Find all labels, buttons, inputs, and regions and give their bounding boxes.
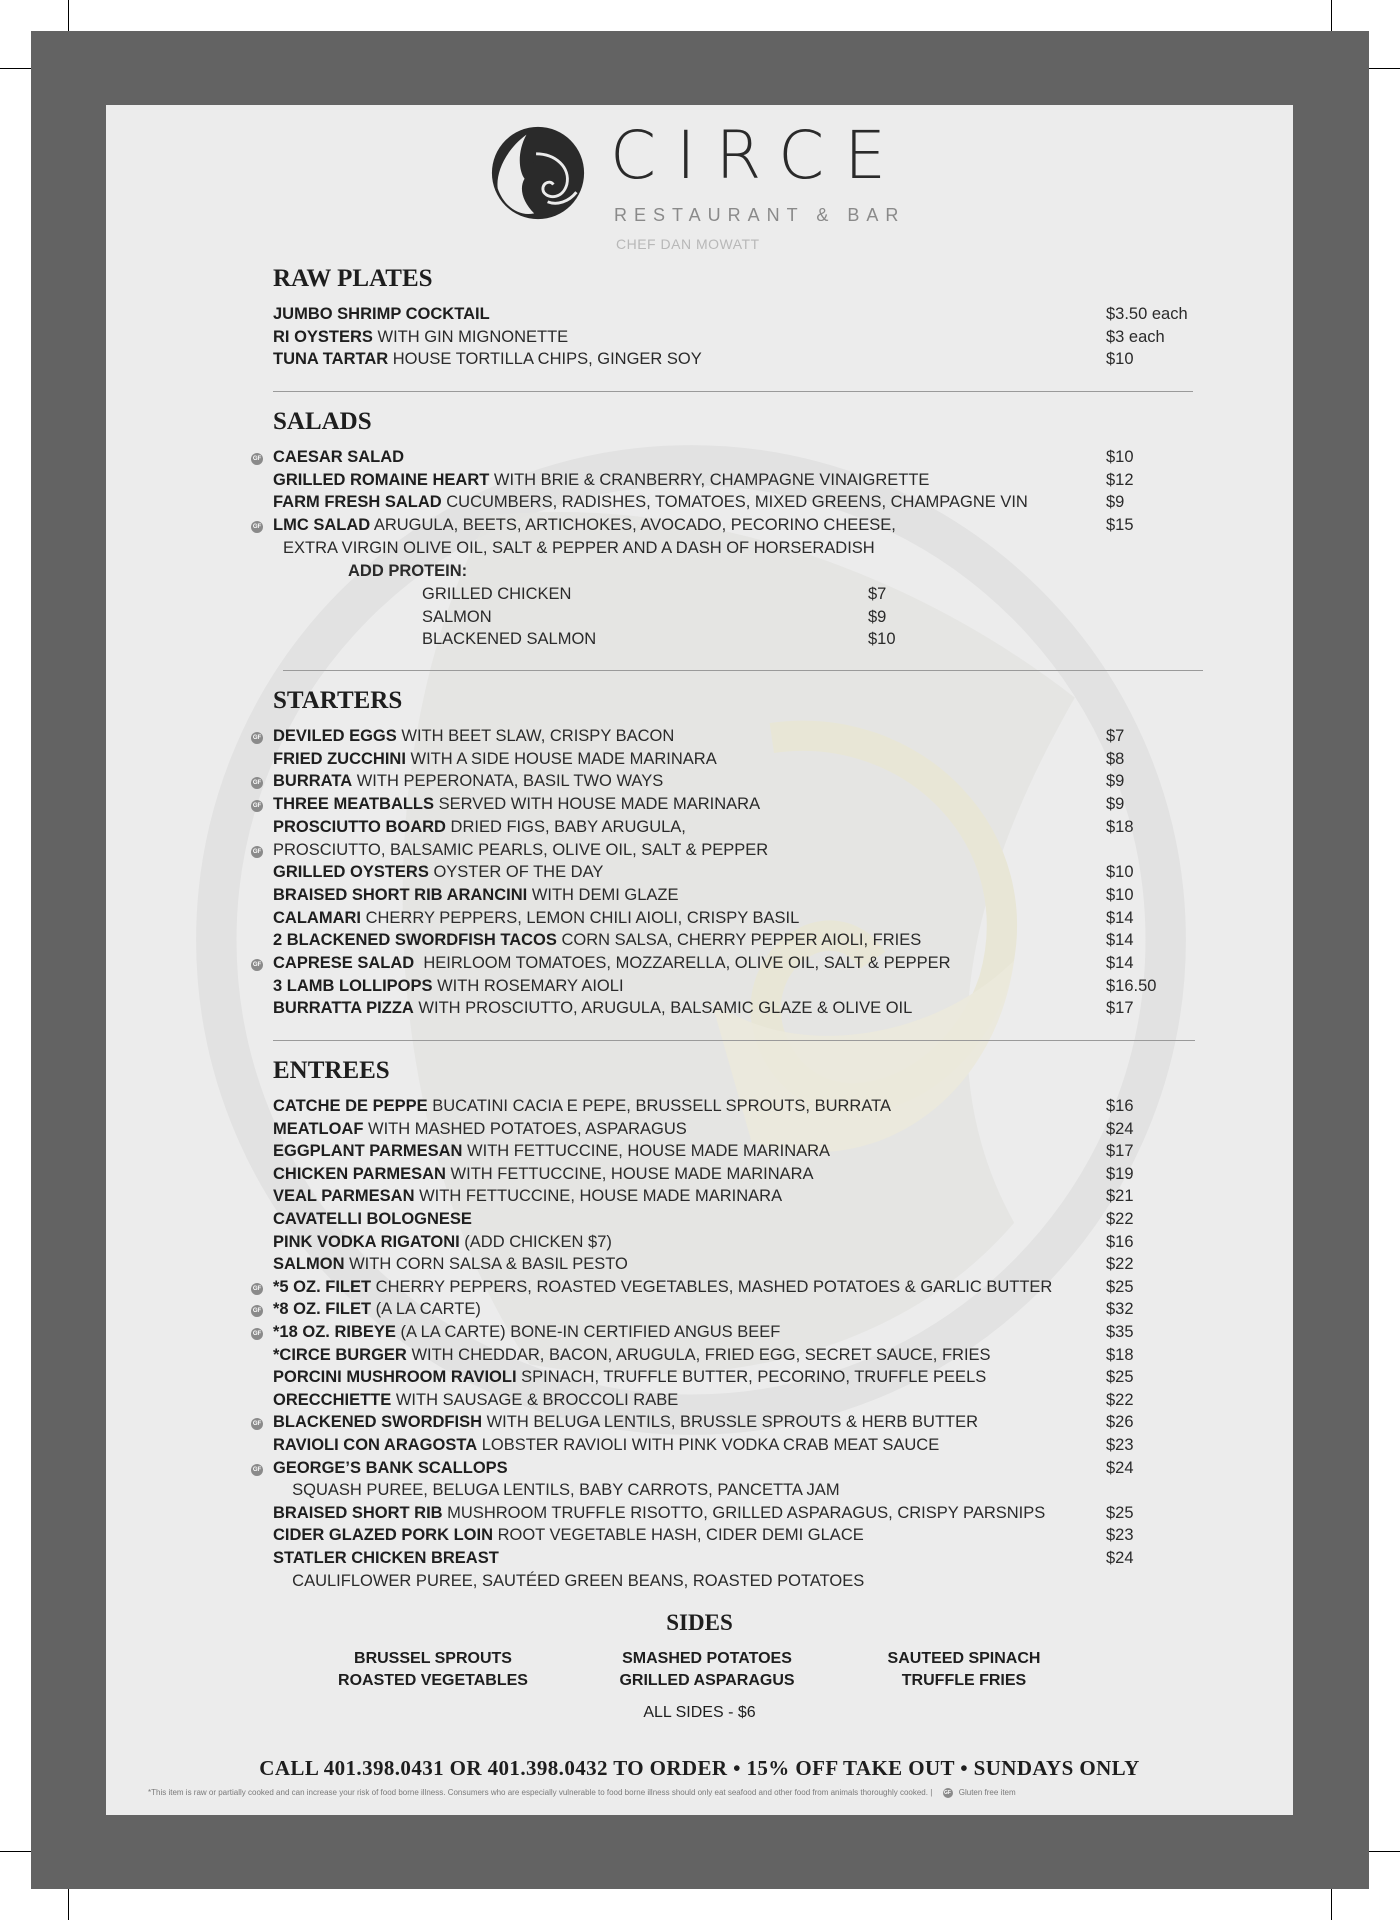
- menu-item-price: $23: [1106, 1436, 1134, 1454]
- menu-item-price: $10: [1106, 863, 1134, 882]
- menu-item-description: MUSHROOM TRUFFLE RISOTTO, GRILLED ASPARAGUS, CRISPY PARSNIPS: [442, 1503, 1046, 1522]
- menu-item-description: HOUSE TORTILLA CHIPS, GINGER SOY: [388, 350, 702, 369]
- menu-item-name: RI OYSTERS: [273, 327, 373, 346]
- menu-item: [273, 1255, 628, 1274]
- menu-item-name: PINK VODKA RIGATONI: [273, 1232, 460, 1251]
- menu-item-description: WITH BELUGA LENTILS, BRUSSLE SPROUTS & HERB BUTTER: [482, 1413, 979, 1432]
- menu-item-name: LMC SALAD: [273, 516, 371, 535]
- menu-item: [273, 1097, 891, 1116]
- menu-item-description: CHERRY PEPPERS, ROASTED VEGETABLES, MASHED POTATOES & GARLIC BUTTER: [371, 1277, 1053, 1296]
- menu-item-price: $10: [1106, 350, 1134, 369]
- menu-item-price: $9: [1106, 493, 1125, 512]
- menu-item-name: BRAISED SHORT RIB ARANCINI: [273, 885, 528, 904]
- menu-item: [273, 772, 663, 791]
- menu-item-name: GRILLED OYSTERS: [273, 863, 429, 882]
- side-item: BRUSSEL SPROUTS: [354, 1650, 512, 1667]
- menu-item-price: $25: [1106, 1503, 1134, 1522]
- gluten-free-icon: GF: [251, 1418, 263, 1430]
- menu-item-price: $3 each: [1106, 327, 1165, 346]
- menu-item-price: $16.50: [1106, 976, 1157, 995]
- menu-item: [273, 1391, 678, 1410]
- protein-price: $7: [868, 585, 887, 603]
- menu-item-description: WITH CORN SALSA & BASIL PESTO: [344, 1255, 628, 1274]
- disclaimer-line: [148, 1788, 1016, 1798]
- gluten-free-icon: GF: [251, 453, 263, 465]
- menu-item-description: WITH PEPERONATA, BASIL TWO WAYS: [352, 772, 664, 791]
- menu-item-description: WITH CHEDDAR, BACON, ARUGULA, FRIED EGG, SECRET SAUCE, FRIES: [406, 1345, 991, 1364]
- lmc-salad-continued: EXTRA VIRGIN OLIVE OIL, SALT & PEPPER AND A DASH OF HORSERADISH: [283, 539, 875, 557]
- menu-item: [273, 305, 490, 324]
- menu-item-price: $9: [1106, 795, 1125, 814]
- brand-subtitle: RESTAURANT & BAR: [614, 205, 906, 225]
- menu-item-price: $19: [1106, 1164, 1134, 1183]
- menu-item: [273, 795, 760, 814]
- menu-item-price: $17: [1106, 999, 1134, 1018]
- side-item: SMASHED POTATOES: [622, 1650, 792, 1667]
- menu-item-name: ORECCHIETTE: [273, 1390, 392, 1409]
- menu-item: [273, 750, 717, 769]
- menu-item-description: WITH A SIDE HOUSE MADE MARINARA: [405, 749, 717, 768]
- menu-item-price: $16: [1106, 1097, 1134, 1115]
- menu-item: [273, 1504, 1045, 1523]
- side-item: ROASTED VEGETABLES: [338, 1672, 528, 1689]
- raw-food-disclaimer: *This item is raw or partially cooked and can increase your risk of food borne illness. Consumers who are especially vulnerable to food borne illness should only eat seafood and other food from animals thoroughly cooked. |: [148, 1788, 933, 1798]
- menu-item-price: $9: [1106, 772, 1125, 791]
- gluten-free-legend: Gluten free item: [958, 1788, 1016, 1798]
- menu-item-name: CAVATELLI BOLOGNESE: [273, 1210, 472, 1228]
- menu-item-description: CUCUMBERS, RADISHES, TOMATOES, MIXED GREENS, CHAMPAGNE VIN: [441, 493, 1028, 512]
- section-divider: [283, 670, 1203, 671]
- menu-item: [273, 931, 921, 950]
- menu-item: [273, 841, 768, 860]
- protein-option: SALMON: [422, 607, 492, 626]
- add-protein-label: ADD PROTEIN:: [348, 562, 468, 580]
- menu-item: [273, 1142, 830, 1161]
- menu-item-name: GRILLED ROMAINE HEART: [273, 470, 490, 489]
- menu-item-description: WITH FETTUCCINE, HOUSE MADE MARINARA: [445, 1164, 814, 1183]
- protein-price: $9: [868, 607, 887, 626]
- menu-item: [283, 1481, 840, 1500]
- menu-item: [273, 1413, 978, 1432]
- menu-item-name: *5 OZ. FILET: [273, 1277, 372, 1296]
- menu-item-name: *CIRCE BURGER: [273, 1345, 407, 1364]
- menu-item-price: $32: [1106, 1300, 1134, 1319]
- all-sides-price: ALL SIDES - $6: [643, 1704, 756, 1721]
- section-title-salads: SALADS: [273, 408, 372, 435]
- menu-item-description: ROOT VEGETABLE HASH, CIDER DEMI GLACE: [493, 1526, 864, 1545]
- menu-item: [273, 1300, 481, 1319]
- menu-item: [273, 1210, 472, 1229]
- menu-item-name: RAVIOLI CON ARAGOSTA: [273, 1436, 478, 1454]
- menu-item-description: WITH GIN MIGNONETTE: [372, 327, 569, 346]
- menu-item-description: OYSTER OF THE DAY: [428, 863, 604, 882]
- menu-item-price: $22: [1106, 1255, 1134, 1274]
- menu-item-name: SALMON: [273, 1255, 345, 1274]
- menu-item: [273, 350, 702, 369]
- gluten-free-icon: GF: [251, 846, 263, 858]
- menu-item-description: HEIRLOOM TOMATOES, MOZZARELLA, OLIVE OIL, SALT & PEPPER: [414, 954, 951, 972]
- menu-item-name: CHICKEN PARMESAN: [273, 1164, 446, 1183]
- menu-item-description: CHERRY PEPPERS, LEMON CHILI AIOLI, CRISPY BASIL: [361, 908, 800, 927]
- menu-item-price: $23: [1106, 1526, 1134, 1545]
- menu-item-name: BURRATTA PIZZA: [273, 999, 414, 1018]
- menu-item-name: *18 OZ. RIBEYE: [273, 1323, 396, 1341]
- brand-logo: [490, 117, 940, 275]
- menu-item: [273, 954, 951, 973]
- menu-item-price: $10: [1106, 885, 1134, 904]
- gluten-free-icon: GF: [944, 1790, 951, 1796]
- menu-item-price: $10: [1106, 448, 1134, 466]
- menu-item-price: $25: [1106, 1277, 1134, 1296]
- menu-item-price: $22: [1106, 1390, 1134, 1409]
- menu-item: [273, 886, 679, 905]
- menu-item-description: CORN SALSA, CHERRY PEPPER AIOLI, FRIES: [556, 931, 922, 950]
- section-divider: [273, 1040, 1195, 1041]
- menu-item-price: $7: [1106, 727, 1125, 745]
- menu-item-description: WITH PROSCIUTTO, ARUGULA, BALSAMIC GLAZE & OLIVE OIL: [413, 999, 913, 1018]
- menu-item: [273, 448, 404, 467]
- menu-item: [283, 1572, 864, 1591]
- menu-item-name: CAESAR SALAD: [273, 448, 405, 466]
- menu-item-description: BUCATINI CACIA E PEPE, BRUSSELL SPROUTS, BURRATA: [427, 1097, 891, 1115]
- menu-item-name: BRAISED SHORT RIB: [273, 1503, 443, 1522]
- menu-item-description: SQUASH PUREE, BELUGA LENTILS, BABY CARROTS, PANCETTA JAM: [283, 1481, 840, 1500]
- menu-item-name: PORCINI MUSHROOM RAVIOLI: [273, 1368, 517, 1387]
- menu-item-price: $17: [1106, 1142, 1134, 1161]
- gluten-free-icon: GF: [251, 1328, 263, 1340]
- menu-item-name: VEAL PARMESAN: [273, 1187, 415, 1206]
- side-item: SAUTEED SPINACH: [887, 1650, 1041, 1667]
- menu-item-name: TUNA TARTAR: [273, 350, 389, 369]
- menu-item: [273, 1368, 986, 1387]
- menu-item-price: $24: [1106, 1458, 1134, 1477]
- menu-item-description: CAULIFLOWER PUREE, SAUTÉED GREEN BEANS, ROASTED POTATOES: [283, 1571, 865, 1590]
- menu-item-name: GEORGE’S BANK SCALLOPS: [273, 1458, 508, 1477]
- menu-item-name: MEATLOAF: [273, 1119, 364, 1138]
- menu-item: [273, 471, 929, 490]
- section-title-starters: STARTERS: [273, 687, 403, 714]
- menu-item: [273, 977, 624, 996]
- section-title-entrees: ENTREES: [273, 1057, 390, 1084]
- side-item: TRUFFLE FRIES: [901, 1672, 1027, 1689]
- menu-item: [273, 1459, 508, 1478]
- menu-item-name: JUMBO SHRIMP COCKTAIL: [273, 305, 490, 323]
- menu-item: [273, 1120, 687, 1139]
- gluten-free-icon: GF: [251, 521, 263, 533]
- menu-item-price: $15: [1106, 516, 1134, 535]
- menu-item-price: $24: [1106, 1549, 1134, 1567]
- menu-item-price: $16: [1106, 1232, 1134, 1251]
- menu-item-name: 3 LAMB LOLLIPOPS: [273, 976, 433, 995]
- side-item: GRILLED ASPARAGUS: [619, 1672, 795, 1689]
- menu-item-name: EGGPLANT PARMESAN: [273, 1142, 463, 1161]
- menu-item-description: (ADD CHICKEN $7): [459, 1232, 612, 1251]
- menu-item-price: $14: [1106, 954, 1134, 972]
- menu-item: [273, 909, 799, 928]
- menu-item-price: $24: [1106, 1119, 1134, 1138]
- menu-item-description: WITH BEET SLAW, CRISPY BACON: [396, 727, 675, 745]
- chef-name: CHEF DAN MOWATT: [616, 236, 760, 252]
- protein-option: BLACKENED SALMON: [422, 630, 597, 649]
- section-title-sides: SIDES: [666, 1610, 733, 1635]
- menu-item: [273, 1278, 1052, 1297]
- protein-option: GRILLED CHICKEN: [422, 585, 572, 603]
- gluten-free-icon: GF: [251, 959, 263, 971]
- menu-item-description: SPINACH, TRUFFLE BUTTER, PECORINO, TRUFFLE PEELS: [516, 1368, 987, 1387]
- menu-item-name: CALAMARI: [273, 908, 361, 927]
- menu-item: [273, 1187, 782, 1206]
- menu-item: [273, 1233, 612, 1252]
- menu-item-name: STATLER CHICKEN BREAST: [273, 1549, 499, 1567]
- menu-item-price: $8: [1106, 749, 1125, 768]
- menu-item-description: WITH DEMI GLAZE: [527, 885, 679, 904]
- menu-item-name: 2 BLACKENED SWORDFISH TACOS: [273, 931, 557, 950]
- menu-item-name: CAPRESE SALAD: [273, 954, 415, 972]
- menu-item: [273, 999, 912, 1018]
- menu-item-description: PROSCIUTTO, BALSAMIC PEARLS, OLIVE OIL, SALT & PEPPER: [273, 840, 769, 859]
- gluten-free-icon: GF: [251, 732, 263, 744]
- protein-price: $10: [868, 630, 896, 649]
- menu-item-description: WITH MASHED POTATOES, ASPARAGUS: [363, 1119, 687, 1138]
- menu-item-description: WITH FETTUCCINE, HOUSE MADE MARINARA: [462, 1142, 831, 1161]
- menu-item-description: WITH ROSEMARY AIOLI: [432, 976, 624, 995]
- menu-item: [273, 863, 603, 882]
- menu-item-description: WITH FETTUCCINE, HOUSE MADE MARINARA: [414, 1187, 783, 1206]
- menu-item-name: DEVILED EGGS: [273, 727, 397, 745]
- menu-item-price: $12: [1106, 470, 1134, 489]
- menu-item-price: $25: [1106, 1368, 1134, 1387]
- menu-item-name: THREE MEATBALLS: [273, 795, 435, 814]
- gluten-free-icon: GF: [251, 1305, 263, 1317]
- menu-item-price: $14: [1106, 908, 1134, 927]
- menu-item: [273, 516, 896, 535]
- menu-item: [273, 1165, 814, 1184]
- gluten-free-icon: GF: [251, 1464, 263, 1476]
- menu-item-name: BURRATA: [273, 772, 353, 791]
- gluten-free-icon: GF: [251, 1283, 263, 1295]
- menu-item-price: $22: [1106, 1210, 1134, 1228]
- menu-item-price: $3.50 each: [1106, 305, 1188, 323]
- menu-item-price: $18: [1106, 1345, 1134, 1364]
- menu-item-name: CIDER GLAZED PORK LOIN: [273, 1526, 494, 1545]
- menu-item-name: BLACKENED SWORDFISH: [273, 1413, 482, 1432]
- menu-item: [273, 328, 568, 347]
- menu-item: [273, 818, 686, 837]
- menu-item: [273, 1549, 499, 1568]
- menu-item-description: (A LA CARTE): [371, 1300, 481, 1319]
- brand-name: CIRCE: [610, 117, 906, 194]
- menu-item-price: $21: [1106, 1187, 1134, 1206]
- menu-item: [273, 1526, 864, 1545]
- menu-item-description: WITH BRIE & CRANBERRY, CHAMPAGNE VINAIGRETTE: [489, 470, 930, 489]
- menu-item: [273, 1323, 780, 1342]
- section-title-raw-plates: RAW PLATES: [273, 265, 433, 292]
- menu-item-name: PROSCIUTTO BOARD: [273, 817, 446, 836]
- gluten-free-icon: GF: [251, 777, 263, 789]
- menu-item: [273, 1346, 991, 1365]
- menu-item-description: SERVED WITH HOUSE MADE MARINARA: [434, 795, 761, 814]
- menu-item: [273, 493, 1028, 512]
- menu-item-description: (A LA CARTE) BONE-IN CERTIFIED ANGUS BEEF: [395, 1323, 781, 1341]
- order-call-line: CALL 401.398.0431 OR 401.398.0432 TO ORDER • 15% OFF TAKE OUT • SUNDAYS ONLY: [259, 1756, 1140, 1780]
- menu-item-price: $35: [1106, 1323, 1134, 1341]
- menu-item-price: $26: [1106, 1413, 1134, 1432]
- menu-item-name: FRIED ZUCCHINI: [273, 749, 406, 768]
- menu-page: [106, 105, 1293, 1815]
- circe-face-icon: [490, 125, 586, 221]
- menu-item-name: CATCHE DE PEPPE: [273, 1097, 428, 1115]
- menu-item: [273, 1436, 939, 1455]
- menu-item-price: $14: [1106, 931, 1134, 950]
- gluten-free-icon: GF: [251, 800, 263, 812]
- menu-item-name: FARM FRESH SALAD: [273, 493, 442, 512]
- menu-item-description: WITH SAUSAGE & BROCCOLI RABE: [391, 1390, 679, 1409]
- menu-item: [273, 727, 674, 746]
- menu-item-description: ARUGULA, BEETS, ARTICHOKES, AVOCADO, PECORINO CHEESE,: [370, 516, 896, 535]
- menu-item-name: *8 OZ. FILET: [273, 1300, 372, 1319]
- section-divider: [273, 391, 1193, 392]
- menu-item-description: DRIED FIGS, BABY ARUGULA,: [445, 817, 686, 836]
- menu-item-description: LOBSTER RAVIOLI WITH PINK VODKA CRAB MEAT SAUCE: [477, 1436, 940, 1454]
- menu-item-price: $18: [1106, 817, 1134, 836]
